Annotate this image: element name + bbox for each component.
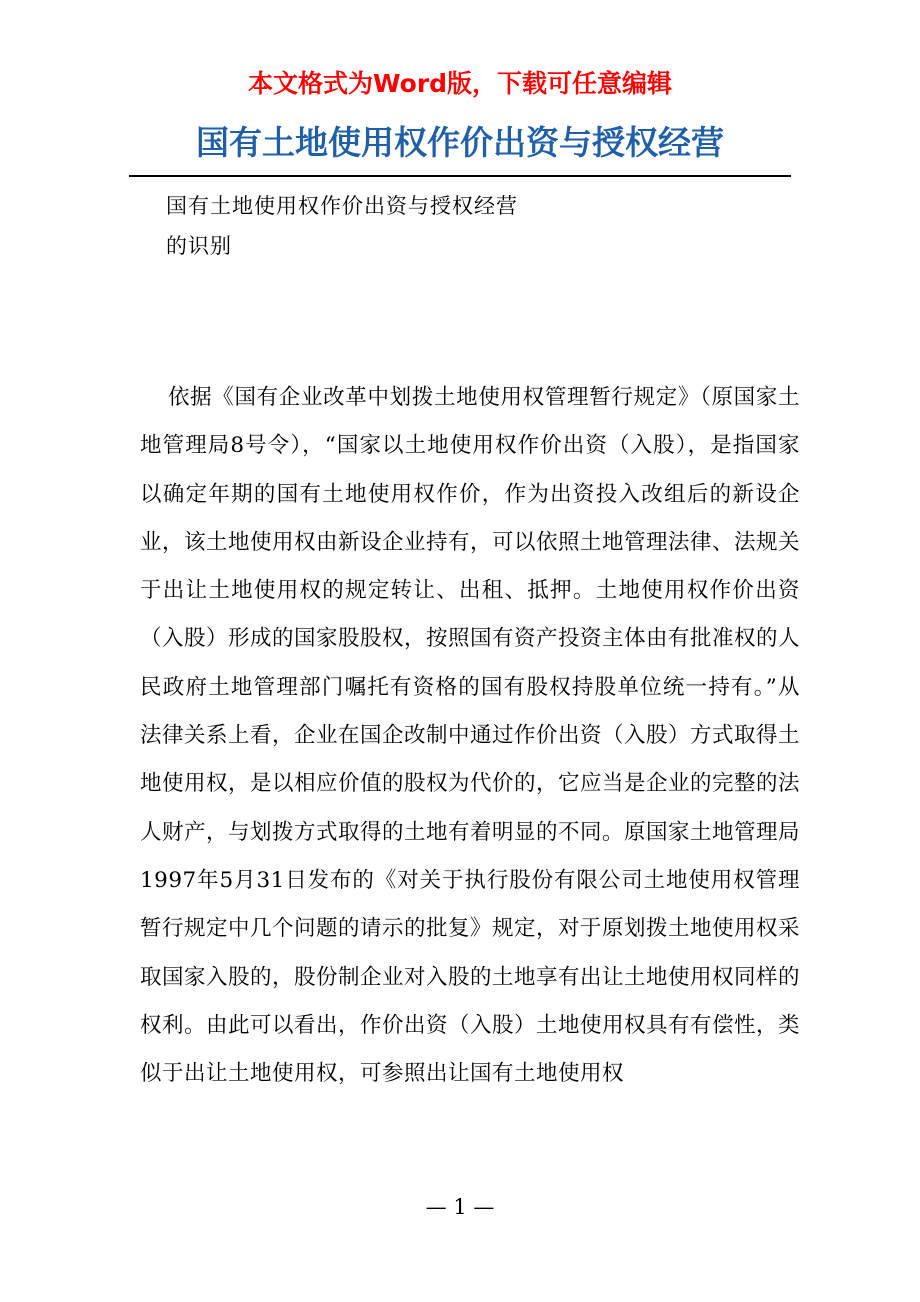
subtitle-line-2: 的识别 — [166, 234, 232, 258]
title-divider — [129, 175, 791, 177]
body-paragraph: 依据《国有企业改革中划拨土地使用权管理暂行规定》（原国家土地管理局8号令），“国家以土地使用权作价出资（入股），是指国家以确定年期的国有土地使用权作价，作为出资投入改组后的新设企业，该土地使用权由新设企业持有，可以依照土地管理法律、法规关于出让土地使用权的规定转让、出租、抵押。土地使用权作价出资（入股）形成的国家股股权，按照国有资产投资主体由有批准权的人民政府土地管理部门嘱托有资格的国有股权持股单位统一持有。”从法律关系上看，企业在国企改制中通过作价出资（入股）方式取得土地使用权，是以相应价值的股权为代价的，它应当是企业的完整的法人财产，与划拨方式取得的土地有着明显的不同。原国家土地管理局1997年5月31日发布的《对关于执行股份有限公司土地使用权管理暂行规定中几个问题的请示的批复》规定，对于原划拨土地使用权采取国家入股的，股份制企业对入股的土地享有出让土地使用权同样的权利。由此可以看出，作价出资（入股）土地使用权具有有偿性，类似于出让土地使用权，可参照出让国有土地使用权 — [140, 385, 801, 1087]
document-title: 国有土地使用权作价出资与授权经营 — [196, 123, 724, 162]
download-banner: 本文格式为Word版，下载可任意编辑 — [247, 69, 673, 98]
subtitle-line-1: 国有土地使用权作价出资与授权经营 — [166, 194, 518, 218]
subtitle-block — [166, 186, 786, 266]
page-number: — 1 — — [425, 1195, 495, 1219]
